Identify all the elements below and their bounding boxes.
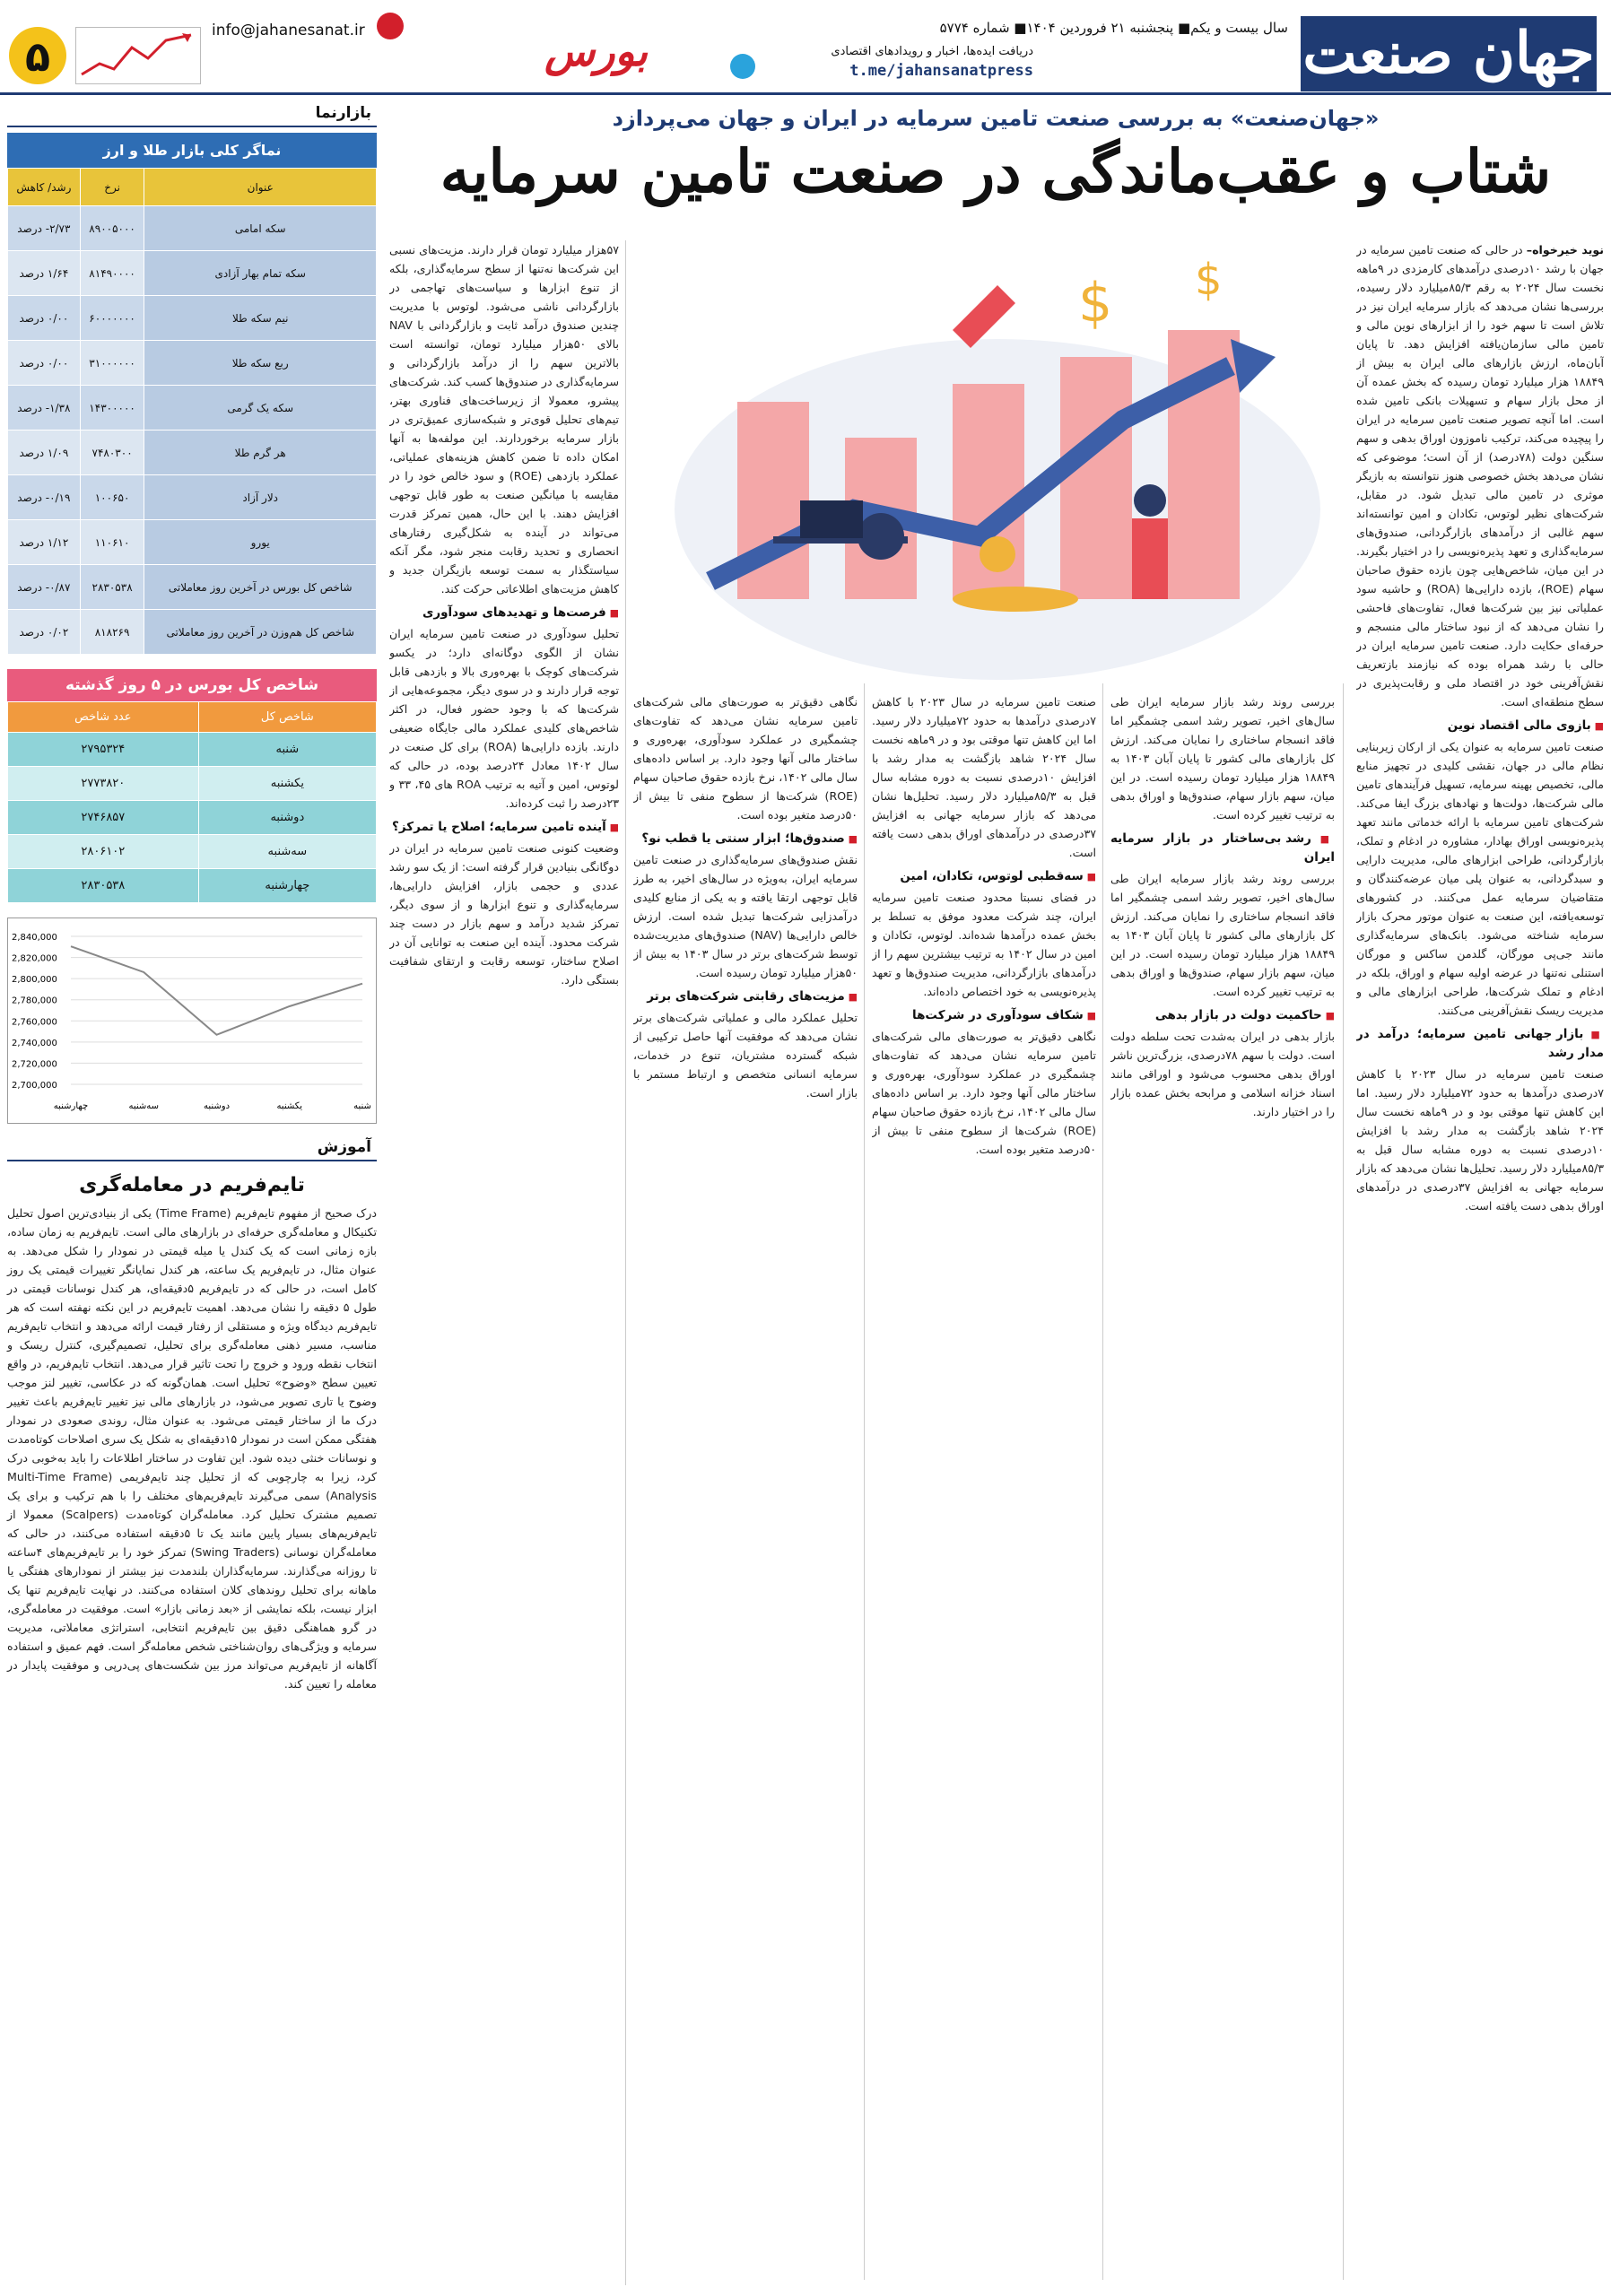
gold-item-name: سکه امامی [144, 206, 377, 251]
gold-table-row [8, 520, 377, 565]
article-kicker: «جهان‌صنعت» به بررسی صنعت تامین سرمایه در ایران و جهان می‌پردازد [612, 106, 1380, 131]
gold-item-change: ۱/۶۴ درصد [8, 251, 81, 296]
body-3: بررسی روند رشد بازار سرمایه ایران طی سال‌های اخیر، تصویر رشد اسمی چشمگیر اما فاقد انسجام ساختاری را نمایان می‌کند. ارزش کل بازارهای مالی کشور تا پایان آبان ۱۴۰۳ به ۱۸۸۴۹ هزار میلیارد تومان رسیده است. در این میان، سهم بازار سهام، صندوق‌ها و اوراق بدهی به ترتیب تغییر کرده است. [1110, 872, 1335, 998]
body-9: وضعیت کنونی صنعت تامین سرمایه در ایران در دوگانگی بنیادین قرار گرفته است: از یک سو رشد عددی و حجمی بازار، افزایش دارایی‌ها، سرمایه‌گذاری و تنوع ابزارها و از سوی دیگر، تمرکز شدید درآمد و سهم بازار در دست چند شرکت محدود. آینده این صنعت به توانایی آن در اصلاح ساختار، توسعه رقابت و ارتقای شفافیت بستگی دارد. [389, 841, 619, 987]
col-index-value: عدد شاخص [8, 702, 199, 733]
col-change: رشد/ کاهش [8, 169, 81, 206]
column-rule [864, 683, 865, 2280]
chart-y-tick: 2,720,000 [12, 1059, 57, 1070]
chart-series-line [71, 946, 362, 1035]
telegram-icon[interactable] [730, 54, 755, 79]
gold-table-title: نماگر کلی بازار طلا و ارز [7, 133, 377, 168]
newspaper-logo[interactable]: جهان صنعت [1301, 16, 1597, 91]
gold-item-rate: ۱۰۰۶۵۰ [80, 475, 144, 520]
education-title: تایم‌فریم در معامله‌گری [79, 1174, 305, 1196]
index-day: چهارشنبه [198, 869, 376, 903]
article-headline: شتاب و عقب‌ماندگی در صنعت تامین سرمایه [440, 136, 1552, 206]
gold-item-change: ۰/۰۰ درصد [8, 341, 81, 386]
subhead-10: ■ فرصت‌ها و تهدیدهای سودآوری [389, 604, 619, 622]
gold-table-row [8, 475, 377, 520]
body-10: تحلیل سودآوری در صنعت تامین سرمایه ایران نشان از الگوی دوگانه‌ای دارد؛ در یکسو شرکت‌های کوچک با بهره‌وری بالا و بازدهی قابل توجه قرار دارند و در سوی دیگر، مجموعه‌هایی از شرکت‌ها که با وجود حضور فعال، در اکثر شاخص‌های کلیدی عملکرد مالی جایگاه ضعیفی دارند. بازده دارایی‌ها (ROA) برای کل صنعت در سال ۱۴۰۲ معادل ۲۴درصد بوده، در حالی که لوتوس، امین و آتیه به ترتیب ROA های ۴۵، ۳۳ و ۲۳درصد را ثبت کرده‌اند. [389, 627, 619, 810]
chart-y-tick: 2,700,000 [12, 1081, 57, 1091]
chart-x-tick: یکشنبه [276, 1101, 303, 1111]
gold-table-row [8, 386, 377, 430]
gold-item-name: یورو [144, 520, 377, 565]
gold-item-rate: ۲۸۳۰۵۳۸ [80, 565, 144, 610]
svg-text:$: $ [1195, 255, 1223, 305]
index-day: سه‌شنبه [198, 835, 376, 869]
index-table-row [8, 835, 377, 869]
body-7: تحلیل عملکرد مالی و عملیاتی شرکت‌های برتر نشان می‌دهد که موفقیت آنها حاصل ترکیبی از شبکه گسترده مشتریان، تنوع در خدمات، سرمایه انسانی متخصص و ارتباط مستمر با بازار است. [633, 1011, 858, 1100]
gold-item-name: سکه یک گرمی [144, 386, 377, 430]
body-5-intro: صنعت تامین سرمایه در سال ۲۰۲۳ با کاهش ۷درصدی درآمدها به حدود ۷۲میلیارد دلار رسید. اما این کاهش تنها موقتی بود و در ۹ماهه نخست سال ۲۰۲۴ شاهد بازگشت به مدار رشد با افزایش ۱۰درصدی نسبت به دوره مشابه سال قبل به ۸۵/۳میلیارد دلار رسید. تحلیل‌ها نشان می‌دهد که بازار سرمایه جهانی به افزایش ۳۷درصدی در درآمدهای اوراق بدهی دست یافته است. [872, 695, 1096, 859]
index-table-row [8, 801, 377, 835]
body-1b: بررسی روند رشد بازار سرمایه ایران طی سال‌های اخیر، تصویر رشد اسمی چشمگیر اما فاقد انسجام ساختاری را نمایان می‌کند. ارزش کل بازارهای مالی کشور تا پایان آبان ۱۴۰۳ به ۱۸۸۴۹ هزار میلیارد تومان رسیده است. در این میان، سهم بازار سهام، صندوق‌ها و اوراق بدهی به ترتیب تغییر کرده است. [1110, 695, 1335, 822]
index-value: ۲۷۹۵۳۲۴ [8, 733, 199, 767]
index-value: ۲۷۴۶۸۵۷ [8, 801, 199, 835]
chart-x-tick: شنبه [353, 1101, 371, 1111]
gold-item-rate: ۱۱۰۶۱۰ [80, 520, 144, 565]
body-2: صنعت تامین سرمایه در سال ۲۰۲۳ با کاهش ۷درصدی درآمدها به حدود ۷۲میلیارد دلار رسید. اما این کاهش تنها موقتی بود و در ۹ماهه نخست سال ۲۰۲۴ شاهد بازگشت به مدار رشد با افزایش ۱۰درصدی نسبت به دوره مشابه سال قبل به ۸۵/۳میلیارد دلار رسید. تحلیل‌ها نشان می‌دهد که بازار سرمایه جهانی به افزایش ۳۷درصدی در درآمدهای اوراق بدهی دست یافته است. [1356, 1067, 1604, 1213]
gold-item-change: ۱/۱۲ درصد [8, 520, 81, 565]
index-table-row [8, 733, 377, 767]
gold-table-row [8, 430, 377, 475]
gold-table-row [8, 565, 377, 610]
article-column-4 [633, 692, 858, 2289]
chart-x-tick: سه‌شنبه [128, 1101, 160, 1111]
subhead-3: ■ رشد بی‌ساختار در بازار سرمایه ایران [1110, 830, 1335, 867]
subhead-2: ■ بازار جهانی تامین سرمایه؛ درآمد در مدار رشد [1356, 1025, 1604, 1063]
body-8: نقش صندوق‌های سرمایه‌گذاری در صنعت تامین سرمایه ایران، به‌ویژه در سال‌های اخیر، به طرز قابل توجهی ارتقا یافته و به یکی از منابع کلیدی درآمدزایی شرکت‌ها تبدیل شده است. ارزش خالص دارایی‌ها (NAV) صندوق‌های مدیریت‌شده توسط شرکت‌های برتر در سال ۱۴۰۳ به بیش از ۵۰هزار میلیارد تومان رسیده است. [633, 853, 858, 979]
gold-currency-table [7, 168, 377, 655]
chart-y-tick: 2,780,000 [12, 996, 57, 1006]
body-4: بازار بدهی در ایران به‌شدت تحت سلطه دولت است. دولت با سهم ۷۸درصدی، بزرگ‌ترین ناشر اوراق بدهی محسوب می‌شود و اوراقی مانند اسناد خزانه اسلامی و مرابحه بخش عمده بازار را در اختیار دارند. [1110, 1030, 1335, 1118]
telegram-link[interactable]: t.me/jahansanatpress [849, 62, 1033, 80]
gold-item-rate: ۱۴۳۰۰۰۰۰ [80, 386, 144, 430]
section-title: بورس [544, 27, 648, 75]
gold-item-change: ۰/۰۲ درصد [8, 610, 81, 655]
gold-item-name: نیم سکه طلا [144, 296, 377, 341]
gold-item-name: شاخص کل هم‌وزن در آخرین روز معاملاتی [144, 610, 377, 655]
subhead-1: ■ بازوی مالی اقتصاد نوین [1356, 717, 1604, 735]
gold-item-name: هر گرم طلا [144, 430, 377, 475]
chart-x-tick: چهارشنبه [53, 1101, 89, 1111]
gold-item-rate: ۸۱۸۲۶۹ [80, 610, 144, 655]
column-rule [1343, 683, 1344, 2280]
education-section-head: آموزش [7, 1135, 377, 1161]
page-number: ۵ [9, 27, 66, 84]
gold-item-change: ۱/۰۹ درصد [8, 430, 81, 475]
col-title: عنوان [144, 169, 377, 206]
subhead-6: ■ سه‌قطبی لوتوس، تکادان، امین [872, 867, 1096, 886]
index-value: ۲۸۰۶۱۰۲ [8, 835, 199, 869]
email-icon [377, 13, 404, 39]
chart-y-tick: 2,740,000 [12, 1038, 57, 1048]
subhead-4: ■ حاکمیت دولت در بازار بدهی [1110, 1006, 1335, 1025]
gold-item-name: شاخص کل بورس در آخرین روز معاملاتی [144, 565, 377, 610]
article-column-1 [1356, 240, 1604, 2285]
subhead-9: ■ آینده تامین سرمایه؛ اصلاح یا تمرکز؟ [389, 818, 619, 837]
gold-item-name: ربع سکه طلا [144, 341, 377, 386]
column-rule [1102, 683, 1103, 2280]
index-day: دوشنبه [198, 801, 376, 835]
gold-item-change: ۱/۳۸- درصد [8, 386, 81, 430]
index-day: یکشنبه [198, 767, 376, 801]
gold-item-change: ۲/۷۳- درصد [8, 206, 81, 251]
gold-table-row [8, 341, 377, 386]
body-1: صنعت تامین سرمایه به عنوان یکی از ارکان زیربنایی نظام مالی در جهان، نقشی کلیدی در تجهیز منابع مالی، تخصیص بهینه سرمایه، تسهیل فرآیندهای تامین مالی شرکت‌ها، دولت‌ها و نهادهای بزرگ ایفا می‌کند. شرکت‌های تامین سرمایه با ارائه خدماتی مانند تعهد پذیره‌نویسی اوراق بهادار، مشاوره در ادغام و تملک، بازارگردانی، طراحی ابزارهای مالی، مدیریت دارایی و سبدگردانی، به عنوان پلی میان عرضه‌کنندگان و متقاضیان سرمایه عمل می‌کنند. در کشورهای توسعه‌یافته، این صنعت به عنوان موتور محرک بازار سرمایه شناخته می‌شود. بانک‌های سرمایه‌گذاری مانند جی‌پی مورگان، گلدمن ساکس و مورگان استنلی نه‌تنها در عرضه اولیه سهام و اوراق، بلکه در ادغام و تملک شرکت‌ها، طراحی ابزارهای مالی و مدیریت ریسک نقش‌آفرینی می‌کنند. [1356, 740, 1604, 1017]
article-column-3 [872, 692, 1096, 2289]
gold-item-change: ۰/۸۷- درصد [8, 565, 81, 610]
body-11: ۵۷هزار میلیارد تومان قرار دارند. مزیت‌های نسبی این شرکت‌ها نه‌تنها از سطح سرمایه‌گذاری، بلکه از تنوع ابزارها و سیاست‌های تهاجمی در بازارگردانی ناشی می‌شود. لوتوس با مدیریت چندین صندوق درآمد ثابت و بازارگردانی با NAV بالای ۵۰هزار میلیارد تومان، توانسته است بالاترین سهم را از درآمد بازارگردانی و سرمایه‌گذاری در صندوق‌ها کسب کند. شرکت‌های پیشرو، معمولا از زیرساخت‌های فناوری بهتر، تیم‌های تحلیل قوی‌تر و شبکه‌سازی عمیق‌تری در بازار سرمایه برخوردارند. این مولفه‌ها به آنها امکان داده تا ضمن کاهش هزینه‌های عملیاتی، عملکرد بازدهی (ROE) و سود خالص خود را در مقایسه با میانگین صنعت به طور قابل توجهی افزایش دهند. با این حال، همین تمرکز قدرت می‌تواند در آینده به شکل‌گیری رفتارهای انحصاری و تحدید رقابت منجر شود، مگر آنکه سیاستگذار به سمت توسعه بازیگران جدید و کاهش مزیت‌های اطلاعاتی حرکت کند. [389, 243, 619, 596]
col-day: شاخص کل [198, 702, 376, 733]
gold-item-rate: ۸۹۰۰۵۰۰۰ [80, 206, 144, 251]
body-5: نگاهی دقیق‌تر به صورت‌های مالی شرکت‌های تامین سرمایه نشان می‌دهد که تفاوت‌های چشمگیری در عملکرد سودآوری، بهره‌وری و ساختار مالی آنها وجود دارد. بر اساس داده‌های سال مالی ۱۴۰۲، نرخ بازده حقوق صاحبان سهام (ROE) شرکت‌ها از سطوح منفی تا بیش از ۵۰درصد متغیر بوده است. [872, 1030, 1096, 1156]
byline: نوید خیرخواه– [1526, 243, 1604, 257]
index-value: ۲۸۳۰۵۳۸ [8, 869, 199, 903]
gold-item-change: ۰/۰۰ درصد [8, 296, 81, 341]
index-day: شنبه [198, 733, 376, 767]
index-table-row [8, 869, 377, 903]
index-table [7, 701, 377, 903]
chart-y-tick: 2,760,000 [12, 1017, 57, 1028]
svg-text:$: $ [1078, 272, 1113, 335]
index-line-chart [7, 918, 377, 1124]
gold-item-rate: ۷۴۸۰۳۰۰ [80, 430, 144, 475]
gold-table-row [8, 251, 377, 296]
gold-item-rate: ۳۱۰۰۰۰۰۰ [80, 341, 144, 386]
gold-item-name: سکه تمام بهار آزادی [144, 251, 377, 296]
gold-item-name: دلار آزاد [144, 475, 377, 520]
index-value: ۲۷۷۳۸۲۰ [8, 767, 199, 801]
gold-item-change: ۰/۱۹- درصد [8, 475, 81, 520]
trend-chart-icon [75, 27, 201, 84]
index-line-chart-svg [8, 918, 376, 1123]
chart-y-tick: 2,820,000 [12, 953, 57, 964]
index-table-row [8, 767, 377, 801]
chart-x-tick: دوشنبه [203, 1101, 231, 1111]
gold-table-row [8, 610, 377, 655]
index-table-title: شاخص کل بورس در ۵ روز گذشته [7, 669, 377, 701]
gold-item-rate: ۸۱۴۹۰۰۰۰ [80, 251, 144, 296]
main-article [388, 100, 1604, 2289]
gold-table-row [8, 206, 377, 251]
issue-line: سال بیست و یکم■ پنجشنبه ۲۱ فروردین ۱۴۰۴■ شماره ۵۷۷۴ [939, 20, 1288, 36]
telegram-promo[interactable] [764, 45, 1033, 80]
masthead [0, 0, 1611, 95]
subhead-7: ■ مزیت‌های رقابتی شرکت‌های برتر [633, 987, 858, 1006]
chart-y-tick: 2,800,000 [12, 975, 57, 986]
market-section-head: بازارنما [7, 100, 377, 127]
gold-item-rate: ۶۰۰۰۰۰۰۰ [80, 296, 144, 341]
article-column-2 [1110, 692, 1335, 2289]
investment-illustration [657, 240, 1338, 689]
subhead-8: ■ صندوق‌ها؛ ابزار سنتی یا قطب نو؟ [633, 830, 858, 848]
subhead-5: ■ شکاف سودآوری در شرکت‌ها [872, 1006, 1096, 1025]
gold-table-row [8, 296, 377, 341]
chart-y-tick: 2,840,000 [12, 933, 57, 943]
column-rule [625, 240, 626, 2285]
education-body: درک صحیح از مفهوم تایم‌فریم (Time Frame) یکی از بنیادی‌ترین اصول تحلیل تکنیکال و معامله‌گری حرفه‌ای در بازارهای مالی است. تایم‌فریم به زمان ساده، بازه زمانی است که یک کندل یا میله قیمتی در نمودار را شکل می‌دهد. به عنوان مثال، در تایم‌فریم یک ساعته، هر کندل نمایانگر تغییرات قیمتی یک روز کامل است، در حالی که در تایم‌فریم ۵دقیقه‌ای، هر کندل نوسانات قیمتی در طول ۵ دقیقه را نشان می‌دهد. اهمیت تایم‌فریم در این نکته نهفته است که هر تایم‌فریم دیدگاه ویژه و مستقلی از رفتار قیمت ارائه می‌دهد و انتخاب تایم‌فریم مناسب، مسیر ذهنی معامله‌گری برای تحلیل، تصمیم‌گیری، کنترل ریسک و انتخاب نقطه ورود و خروج را تحت تاثیر قرار می‌دهد. انتخاب تایم‌فریم، در واقع تعیین سطح «وضوح» تحلیل است. همان‌گونه که در عکاسی، تغییر لنز موجب وضوح یا تاری تصویر می‌شود، در بازارهای مالی نیز تغییر تایم‌فریم باعث تغییر درک ما از ساختار قیمتی می‌شود. به عنوان مثال، روندی صعودی در نمودار هفتگی ممکن است در نمودار ۱۵دقیقه‌ای به شکل یک سری اصلاحات کوتاه‌مدت و نوسانات خنثی دیده شود. این تفاوت در ساختار اطلاعات را باید به‌خوبی درک کرد، زیرا به چارچوبی که از تحلیل چند تایم‌فریمی (Multi-Time Frame Analysis) سمی می‌گیرند تایم‌فریم‌های مختلف را با هم ترکیب و برای یک تصمیم مشترک تحلیل کرد. معامله‌گران کوتاه‌مدت (Scalpers) معمولا از تایم‌فریم‌های بسیار پایین مانند یک تا ۵دقیقه استفاده می‌کنند، در حالی که معامله‌گران نوسانی (Swing Traders) تمرکز خود را بر تایم‌فریم‌های ۴ساعته تا روزانه می‌گذارند. سرمایه‌گذاران بلندمدت نیز بیشتر از نمودارهای هفتگی یا ماهانه برای تحلیل روندهای کلان استفاده می‌کنند. در نهایت تایم‌فریم تنها یک ابزار نیست، بلکه نمایشی از «بعد زمانی بازار» است. موفقیت در معامله‌گری، در گرو هماهنگی دقیق بین تایم‌فریم انتخابی، استراتژی معاملاتی، مدیریت سرمایه و ویژگی‌های روان‌شناختی شخص معامله‌گر است. فهم عمیق و استفاده آگاهانه از تایم‌فریم می‌تواند مرز بین شکست‌های پی‌درپی و موفقیت پایدار در معامله را تعیین کند. [7, 1206, 378, 1691]
col-rate: نرخ [80, 169, 144, 206]
sidebar [7, 100, 377, 2289]
article-column-5 [389, 240, 619, 2285]
body-6: در فضای نسبتا محدود صنعت تامین سرمایه ایران، چند شرکت معدود موفق به تسلط بر بخش عمده درآمدها شده‌اند. لوتوس، تکادان و امین در سال ۱۴۰۲ به ترتیب بیشترین سهم را از درآمدهای بازارگردانی، مدیریت صندوق‌ها و تعهد پذیره‌نویسی به خود اختصاص داده‌اند. [872, 891, 1096, 998]
telegram-caption: دریافت ایده‌ها، اخبار و رویدادهای اقتصادی [831, 45, 1033, 58]
article-lead: در حالی که صنعت تامین سرمایه در جهان با رشد ۱۰درصدی درآمدهای کارمزدی در ۹ماهه نخست سال ۲۰۲۴ به رقم ۸۵/۳میلیارد دلار رسیده، بررسی‌ها نشان می‌دهد که بازار سرمایه ایران نیز در تلاش است تا سهم خود را از ابزارهای نوین مالی و تامین مالی سازمان‌یافته افزایش دهد. تا پایان آبان‌ماه، ارزش بازارهای مالی ایران به بیش از ۱۸۸۴۹ هزار میلیارد تومان رسیده که بخش عمده آن از محل بازار سهام و تسهیلات بانکی تامین شده است. اما آنچه تصویر صنعت تامین سرمایه در ایران را پیچیده می‌کند، ترکیب ناموزون اوراق بدهی و سهم سنگین دولت (۷۸درصد) از آن است؛ موضوعی که نشان می‌دهد بخش خصوصی هنوز نتوانسته به بازیگر موثری در تامین مالی تبدیل شود. در مقابل، شرکت‌های نظیر لوتوس، تکادان و امین توانسته‌اند سهم غالبی از درآمدهای بازارگردانی، صندوق‌های سرمایه‌گذاری و تعهد پذیره‌نویسی را در اختیار بگیرند. در این میان، شاخص‌هایی چون بازده حقوق صاحبان سهام (ROE)، بازده دارایی‌ها (ROA) و حاشیه سود عملیاتی نیز بین شرکت‌ها فعال، تفاوت‌های فاحشی را نشان می‌دهد که از نبود ساختار مالی منسجم و حرفه‌ای حکایت دارد. صنعت تامین سرمایه ایران در حالی با رشد همراه بوده که نیازمند بازتعریف نقش‌آفرینی خود در اقتصاد ملی و رقابت‌پذیری در سطح منطقه‌ای است. [1356, 243, 1604, 709]
body-8-intro: نگاهی دقیق‌تر به صورت‌های مالی شرکت‌های تامین سرمایه نشان می‌دهد که تفاوت‌های چشمگیری در عملکرد سودآوری، بهره‌وری و ساختار مالی آنها وجود دارد. بر اساس داده‌های سال مالی ۱۴۰۲، نرخ بازده حقوق صاحبان سهام (ROE) شرکت‌ها از سطوح منفی تا بیش از ۵۰درصد متغیر بوده است. [633, 695, 858, 822]
email-link[interactable]: info@jahanesanat.ir [212, 22, 365, 39]
